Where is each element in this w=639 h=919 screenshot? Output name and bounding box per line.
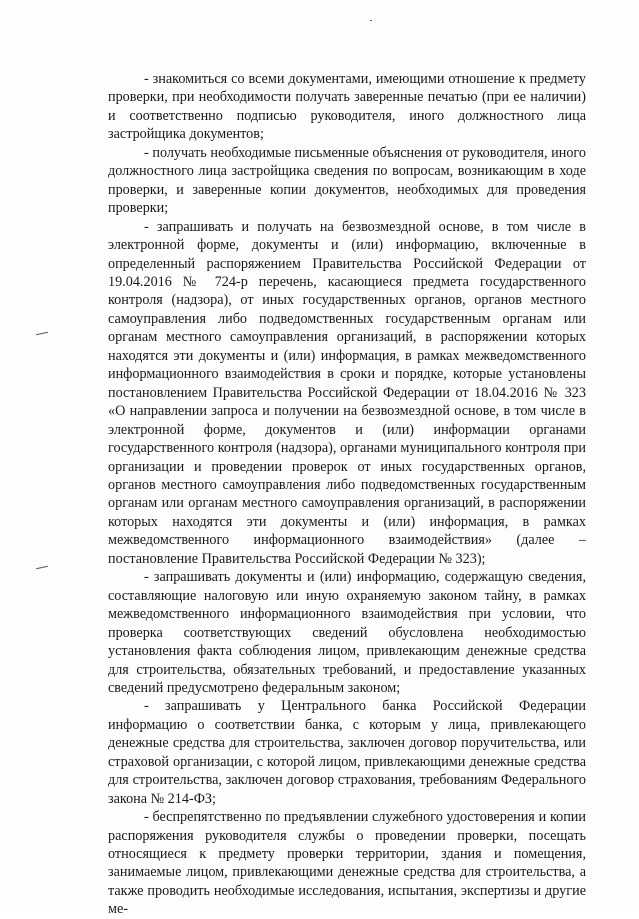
paragraph: - получать необходимые письменные объяснения от руководителя, иного должностного лица застройщика сведения по вопросам, возникающим в ходе проверки, и заверенные копии документов, необходимых для проведения проверки; bbox=[108, 144, 586, 217]
scan-artifact bbox=[36, 332, 48, 335]
document-body bbox=[108, 70, 586, 919]
paragraph: - запрашивать документы и (или) информацию, содержащую сведения, составляющие налоговую или иную охраняемую законом тайну, в рамках межведомственного информационного взаимодействия при условии, что проверка соответствующих сведений обусловлена необходимостью установления факта соблюдения лицом, привлекающим денежные средства для строительства, обязательных требований, и предоставление указанных сведений предусмотрено федеральным законом; bbox=[108, 569, 586, 696]
paragraph: - запрашивать и получать на безвозмездной основе, в том числе в электронной форме, документы и (или) информацию, включенные в определенный распоряжением Правительства Российской Федерации от 19.04.2016 № 724-р перечень, касающиеся предмета государственного контроля (надзора), от иных государственных органов, органов местного самоуправления либо подведомственных государственным органам или органам местного самоуправления организаций, в распоряжении которых находятся эти документы и (или) информация, в рамках межведомственного информационного взаимодействия в сроки и порядке, которые установлены постановлением Правительства Российской Федерации от 18.04.2016 № 323 «О направлении запроса и получении на безвозмездной основе, в том числе в электронной форме, документов и (или) информации органами государственного контроля (надзора), органами муниципального контроля при организации и проведении проверок от иных государственных органов, органов местного самоуправления либо подведомственных государственным органам или органам местного самоуправления организаций, в распоряжении которых находятся эти документы и (или) информация, в рамках межведомственного информационного взаимодействия» (далее – постановление Правительства Российской Федерации № 323); bbox=[108, 218, 586, 567]
paragraph: - беспрепятственно по предъявлении служебного удостоверения и копии распоряжения руководителя службы о проведении проверки, посещать относящиеся к предмету проверки территории, здания и помещения, занимаемые лицом, привлекающими денежные средства для строительства, а также проводить необходимые исследования, испытания, экспертизы и другие ме- bbox=[108, 809, 586, 918]
paragraph: - знакомиться со всеми документами, имеющими отношение к предмету проверки, при необходимости получать заверенные печатью (при ее наличии) и соответственно подписью руководителя, иного должностного лица застройщика документов; bbox=[108, 71, 586, 143]
scan-artifact bbox=[36, 566, 48, 569]
scan-artifact bbox=[370, 20, 372, 21]
paragraph: - запрашивать у Центрального банка Российской Федерации информацию о соответствии банка, с которым у лица, привлекающего денежные средства для строительства, заключен договор поручительства, или страховой организации, с которой лицом, привлекающими денежные средства для строительства, заключен договор страхования, требованиям Федерального закона № 214-ФЗ; bbox=[108, 698, 586, 807]
